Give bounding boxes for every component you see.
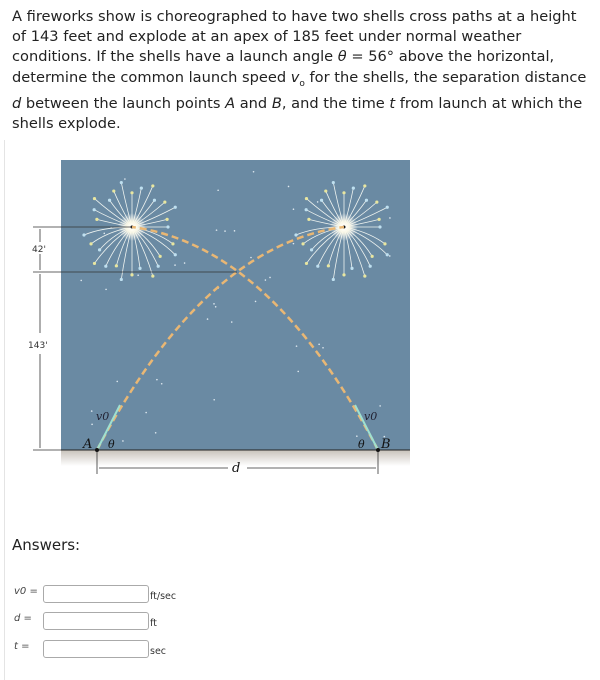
star xyxy=(174,264,176,266)
star xyxy=(91,410,93,412)
star xyxy=(318,343,320,345)
star xyxy=(269,277,271,279)
star xyxy=(145,412,147,414)
v0-label-b: v0 xyxy=(364,410,378,423)
star xyxy=(137,274,139,276)
text: and xyxy=(235,94,272,112)
star xyxy=(389,255,391,257)
star xyxy=(116,381,118,383)
v0-label: v0 = xyxy=(14,586,38,597)
star xyxy=(213,303,215,305)
d-symbol: d xyxy=(12,94,22,112)
problem-statement xyxy=(12,7,592,134)
text: = 56° above the horizontal, determine the common launch speed xyxy=(12,48,555,86)
v-symbol: v xyxy=(290,68,300,86)
text: , and the time xyxy=(281,94,390,112)
star xyxy=(91,424,93,426)
star xyxy=(322,347,324,349)
star xyxy=(124,178,126,180)
theta-b: θ xyxy=(358,438,365,451)
star xyxy=(216,229,218,231)
answers-heading: Answers: xyxy=(12,536,81,554)
dimension-143: 143' xyxy=(28,341,48,351)
d-label: d = xyxy=(14,613,32,624)
star xyxy=(207,318,209,320)
star xyxy=(215,306,217,308)
star xyxy=(293,208,295,210)
star xyxy=(213,399,215,401)
label-a: A xyxy=(83,437,93,452)
fireworks-figure xyxy=(0,150,430,485)
star xyxy=(103,233,105,235)
d-unit: ft xyxy=(150,618,157,629)
star xyxy=(231,321,233,323)
t-symbol: t xyxy=(389,94,396,112)
text: between the launch points xyxy=(21,94,226,112)
star xyxy=(184,262,186,264)
star xyxy=(234,230,236,232)
label-b: B xyxy=(381,437,391,452)
star xyxy=(253,171,255,173)
theta-a: θ xyxy=(108,438,115,451)
star xyxy=(297,371,299,373)
sky-background xyxy=(61,160,410,450)
text: from launch at which the shells explode. xyxy=(12,94,583,132)
star xyxy=(217,189,219,191)
a-symbol: A xyxy=(225,94,236,112)
star xyxy=(161,383,163,385)
subscript: o xyxy=(299,78,305,89)
v0-label-a: v0 xyxy=(96,410,110,423)
t-label: t = xyxy=(14,641,30,652)
star xyxy=(296,345,298,347)
t-input[interactable] xyxy=(43,640,149,658)
v0-input[interactable] xyxy=(43,585,149,603)
d-input[interactable] xyxy=(43,612,149,630)
star xyxy=(80,280,82,282)
star xyxy=(155,432,157,434)
star xyxy=(105,289,107,291)
star xyxy=(293,243,295,245)
star xyxy=(156,379,158,381)
star xyxy=(250,257,252,259)
t-unit: sec xyxy=(150,646,167,657)
text: for the shells, the separation distance xyxy=(304,68,587,86)
star xyxy=(288,186,290,188)
star xyxy=(255,301,257,303)
dimension-42: 42' xyxy=(32,245,46,255)
star xyxy=(317,201,319,203)
star xyxy=(265,279,267,281)
star xyxy=(224,230,226,232)
text: A fireworks show is choreographed to have two shells cross paths at a height of 143 feet and explode at an apex of 185 feet under normal weather conditions. If the shells have a launch angle xyxy=(12,8,577,66)
star xyxy=(379,405,381,407)
star xyxy=(356,435,358,437)
b-symbol: B xyxy=(271,94,282,112)
star xyxy=(122,440,124,442)
star xyxy=(389,217,391,219)
label-d: d xyxy=(232,461,241,476)
theta-symbol: θ xyxy=(337,48,347,66)
v0-unit: ft/sec xyxy=(150,591,177,602)
